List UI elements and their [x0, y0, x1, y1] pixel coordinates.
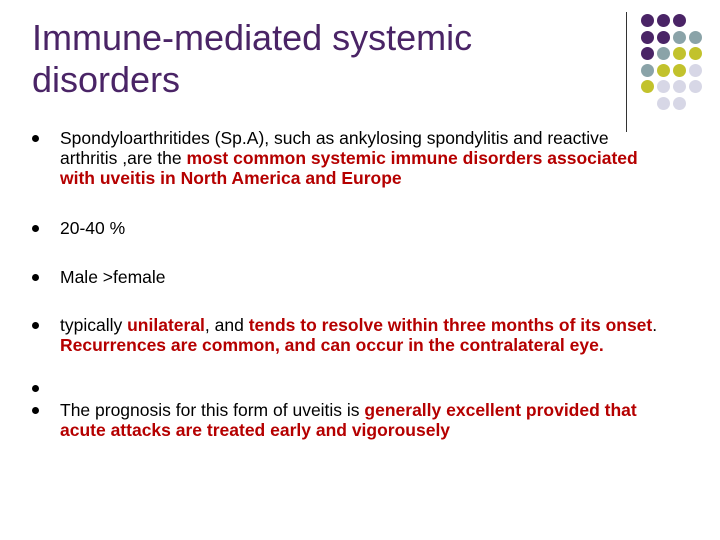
emphasized-text: generally excellent provided that acute attacks are treated early and vigorousely [60, 400, 637, 440]
emphasized-text: tends to resolve within three months of its onset [248, 315, 653, 335]
slide-title: Immune-mediated systemic disorders [32, 17, 473, 100]
decorative-dot [689, 64, 702, 77]
decorative-dot [641, 14, 654, 27]
decorative-dot [657, 64, 670, 77]
bullet-text-segment: , and [204, 315, 249, 335]
decorative-dot [657, 97, 670, 110]
decorative-dot [673, 97, 686, 110]
emphasized-text: Recurrences are common, and can occur in the contralateral eye. [60, 335, 604, 355]
bullet-text-segment: . [652, 315, 658, 335]
bullet-text-segment: Male >female [60, 267, 166, 287]
decorative-dot [641, 64, 654, 77]
decorative-dot [689, 47, 702, 60]
bullet-text [60, 400, 670, 440]
decorative-dot [673, 47, 686, 60]
decorative-dot [641, 47, 654, 60]
bullet-text-segment: The prognosis for this form of uveitis is [60, 400, 365, 420]
decorative-dot [689, 80, 702, 93]
emphasized-text: unilateral [127, 315, 205, 335]
bullet-text-segment: 20-40 % [60, 218, 126, 238]
bullet-text [60, 128, 670, 188]
decorative-dot [673, 14, 686, 27]
bullet-marker-icon [32, 322, 39, 329]
bullet-marker-icon [32, 407, 39, 414]
bullet-marker-icon [32, 385, 39, 392]
decorative-dot [657, 31, 670, 44]
bullet-text [60, 267, 670, 287]
bullet-marker-icon [32, 274, 39, 281]
decorative-dot [689, 31, 702, 44]
bullet-text [60, 218, 670, 238]
decorative-dot [657, 80, 670, 93]
decorative-dot [673, 80, 686, 93]
decorative-dot [641, 80, 654, 93]
bullet-text-segment: Spondyloarthritides (Sp.A), such as ankylosing spondylitis and reactive arthritis ,are the [60, 128, 609, 168]
decorative-dot [673, 31, 686, 44]
bullet-text [60, 315, 670, 355]
decorative-dot [673, 64, 686, 77]
decorative-dot [657, 14, 670, 27]
decorative-divider-line [626, 12, 627, 132]
emphasized-text: most common systemic immune disorders associated with uveitis in North America and Europe [60, 148, 638, 188]
bullet-marker-icon [32, 225, 39, 232]
decorative-dot [641, 31, 654, 44]
bullet-text-segment: typically [60, 315, 128, 335]
bullet-marker-icon [32, 135, 39, 142]
decorative-dot [657, 47, 670, 60]
